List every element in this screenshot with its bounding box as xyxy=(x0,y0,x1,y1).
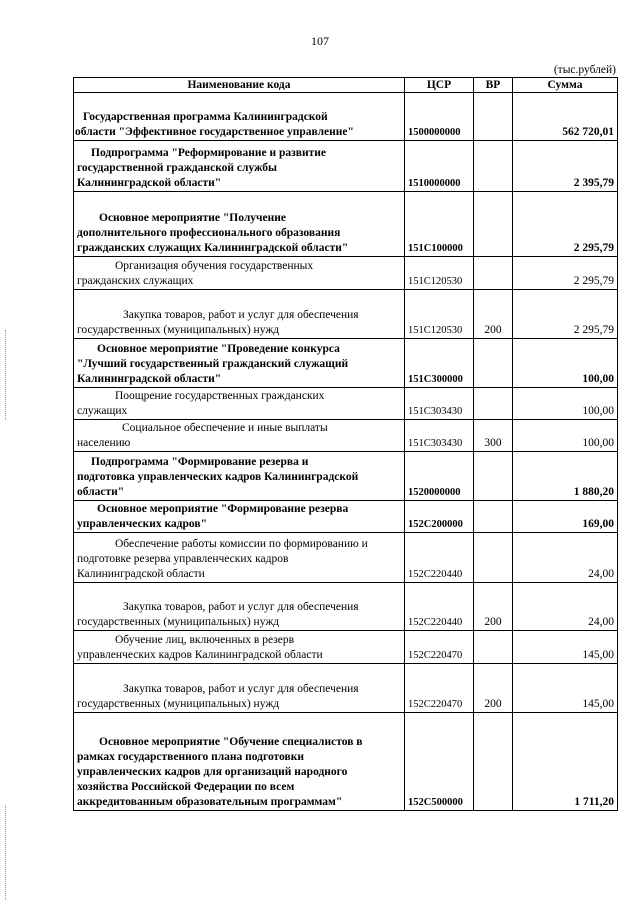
row-csr: 1500000000 xyxy=(405,93,474,141)
row-vr xyxy=(474,141,513,192)
row-csr: 152С500000 xyxy=(405,713,474,811)
header-vr: ВР xyxy=(474,78,513,93)
row-sum: 24,00 xyxy=(513,533,618,583)
row-name: Поощрение государственных гражданских служащих xyxy=(74,388,405,420)
row-sum: 145,00 xyxy=(513,664,618,713)
row-csr: 151С300000 xyxy=(405,339,474,388)
page-number: 107 xyxy=(311,34,329,48)
row-name: Подпрограмма "Реформирование и развитие государственной гражданской службы Калининградской области" xyxy=(74,141,405,192)
row-sum: 2 395,79 xyxy=(513,141,618,192)
row-vr: 300 xyxy=(474,420,513,452)
row-csr: 151С100000 xyxy=(405,192,474,257)
row-vr: 200 xyxy=(474,664,513,713)
table-row xyxy=(74,192,618,257)
row-sum: 145,00 xyxy=(513,631,618,664)
row-sum: 1 711,20 xyxy=(513,713,618,811)
row-csr: 151С303430 xyxy=(405,420,474,452)
row-name: Социальное обеспечение и иные выплаты населению xyxy=(74,420,405,452)
row-name: Основное мероприятие "Получение дополнительного профессионального образования гражданских служащих Калининградской области" xyxy=(74,192,405,257)
row-sum: 100,00 xyxy=(513,339,618,388)
table-row xyxy=(74,93,618,141)
table-row xyxy=(74,339,618,388)
row-sum: 2 295,79 xyxy=(513,257,618,290)
header-csr: ЦСР xyxy=(405,78,474,93)
row-sum: 2 295,79 xyxy=(513,290,618,339)
row-vr: 200 xyxy=(474,290,513,339)
table-row xyxy=(74,290,618,339)
row-name: Обеспечение работы комиссии по формированию и подготовке резерва управленческих кадров Калининградской области xyxy=(74,533,405,583)
table-row xyxy=(74,501,618,533)
row-vr xyxy=(474,339,513,388)
table-row xyxy=(74,257,618,290)
row-csr: 1510000000 xyxy=(405,141,474,192)
row-name: Основное мероприятие "Обучение специалистов в рамках государственного плана подготовки управленческих кадров для организаций народного хозяйства Российской Федерации по всем аккредитованным образовательным программам" xyxy=(74,713,405,811)
units-label: (тыс.рублей) xyxy=(553,64,616,76)
table-row xyxy=(74,420,618,452)
row-vr xyxy=(474,631,513,664)
row-name: Государственная программа Калининградской области "Эффективное государственное управление" xyxy=(74,93,405,141)
row-csr: 152С200000 xyxy=(405,501,474,533)
table-row xyxy=(74,388,618,420)
row-name: Закупка товаров, работ и услуг для обеспечения государственных (муниципальных) нужд xyxy=(74,290,405,339)
row-csr: 152С220440 xyxy=(405,583,474,631)
row-csr: 151С120530 xyxy=(405,257,474,290)
table-row xyxy=(74,141,618,192)
row-sum: 2 295,79 xyxy=(513,192,618,257)
table-row xyxy=(74,452,618,501)
row-vr xyxy=(474,388,513,420)
row-vr xyxy=(474,192,513,257)
row-vr xyxy=(474,452,513,501)
row-sum: 24,00 xyxy=(513,583,618,631)
budget-table xyxy=(73,77,618,811)
row-vr xyxy=(474,257,513,290)
table-row xyxy=(74,583,618,631)
row-vr xyxy=(474,501,513,533)
row-vr xyxy=(474,713,513,811)
table-row xyxy=(74,713,618,811)
row-name: Основное мероприятие "Формирование резерва управленческих кадров" xyxy=(74,501,405,533)
row-csr: 152С220440 xyxy=(405,533,474,583)
row-csr: 152С220470 xyxy=(405,631,474,664)
row-name: Обучение лиц, включенных в резерв управленческих кадров Калининградской области xyxy=(74,631,405,664)
row-vr: 200 xyxy=(474,583,513,631)
row-csr: 151С303430 xyxy=(405,388,474,420)
row-sum: 169,00 xyxy=(513,501,618,533)
row-sum: 562 720,01 xyxy=(513,93,618,141)
row-name: Закупка товаров, работ и услуг для обеспечения государственных (муниципальных) нужд xyxy=(74,583,405,631)
scan-mark xyxy=(5,805,7,900)
row-sum: 1 880,20 xyxy=(513,452,618,501)
row-csr: 152С220470 xyxy=(405,664,474,713)
table-header-row xyxy=(74,78,618,93)
row-sum: 100,00 xyxy=(513,388,618,420)
row-csr: 1520000000 xyxy=(405,452,474,501)
header-sum: Сумма xyxy=(513,78,618,93)
row-csr: 151С120530 xyxy=(405,290,474,339)
scan-mark xyxy=(5,330,7,420)
row-name: Закупка товаров, работ и услуг для обеспечения государственных (муниципальных) нужд xyxy=(74,664,405,713)
table-row xyxy=(74,664,618,713)
row-vr xyxy=(474,533,513,583)
table-row xyxy=(74,631,618,664)
header-name: Наименование кода xyxy=(74,78,405,93)
row-name: Основное мероприятие "Проведение конкурса "Лучший государственный гражданский служащий Калининградской области" xyxy=(74,339,405,388)
row-vr xyxy=(474,93,513,141)
row-sum: 100,00 xyxy=(513,420,618,452)
row-name: Организация обучения государственных гражданских служащих xyxy=(74,257,405,290)
row-name: Подпрограмма "Формирование резерва и подготовка управленческих кадров Калининградской области" xyxy=(74,452,405,501)
table-row xyxy=(74,533,618,583)
